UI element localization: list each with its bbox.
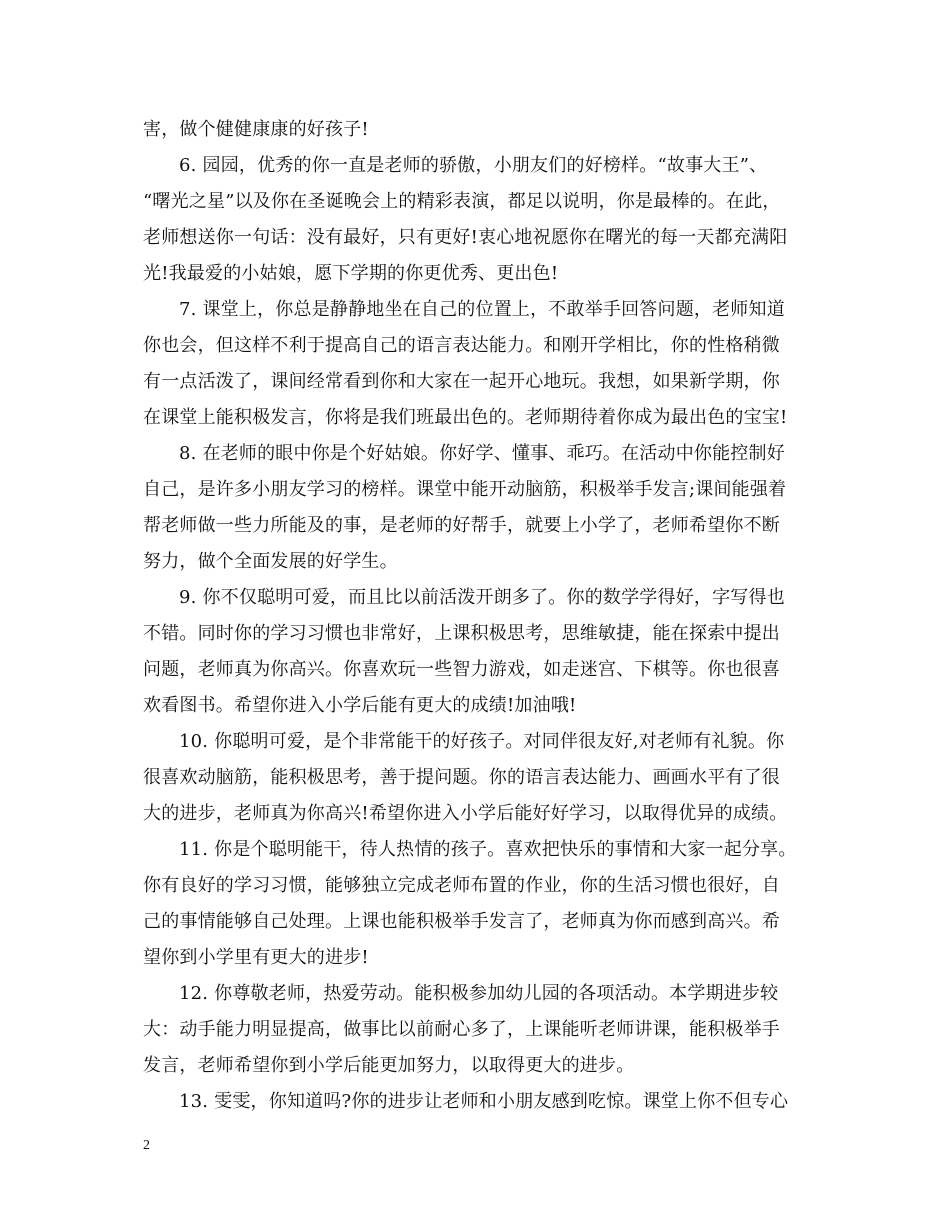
- paragraph-line: 自己，是许多小朋友学习的榜样。课堂中能开动脑筋，积极举手发言;课间能强着: [143, 479, 787, 500]
- paragraph-first-line: 11. 你是个聪明能干，待人热情的孩子。喜欢把快乐的事情和大家一起分享。: [179, 839, 797, 860]
- paragraph-line: 害，做个健健康康的好孩子!: [143, 119, 369, 140]
- paragraph-line: 己的事情能够自己处理。上课也能积极举手发言了，老师真为你而感到高兴。希: [143, 911, 780, 932]
- paragraph-line: 努力，做个全面发展的好学生。: [143, 551, 398, 572]
- paragraph-first-line: 12. 你尊敬老师，热爱劳动。能积极参加幼儿园的各项活动。本学期进步较: [179, 983, 779, 1004]
- paragraph-line: 大的进步，老师真为你高兴!希望你进入小学后能好好学习，以取得优异的成绩。: [143, 803, 788, 824]
- paragraph-line: 欢看图书。希望你进入小学后能有更大的成绩!加油哦!: [143, 695, 577, 716]
- paragraph-line: 帮老师做一些力所能及的事，是老师的好帮手，就要上小学了，老师希望你不断: [143, 515, 780, 536]
- document-body: [143, 112, 823, 1120]
- paragraph-line: 问题，老师真为你高兴。你喜欢玩一些智力游戏，如走迷宫、下棋等。你也很喜: [143, 659, 780, 680]
- paragraph-line: 不错。同时你的学习习惯也非常好，上课积极思考，思维敏捷，能在探索中提出: [143, 623, 780, 644]
- paragraph-line: 老师想送你一句话：没有最好，只有更好!衷心地祝愿你在曙光的每一天都充满阳: [143, 227, 788, 248]
- paragraph-line: 光!我最爱的小姑娘，愿下学期的你更优秀、更出色!: [143, 263, 559, 284]
- paragraph-first-line: 7. 课堂上，你总是静静地坐在自己的位置上，不敢举手回答问题，老师知道: [179, 299, 785, 320]
- paragraph-line: 你有良好的学习习惯，能够独立完成老师布置的作业，你的生活习惯也很好，自: [143, 875, 780, 896]
- paragraph-first-line: 9. 你不仅聪明可爱，而且比以前活泼开朗多了。你的数学学得好，字写得也: [179, 587, 785, 608]
- paragraph-first-line: 13. 雯雯，你知道吗?你的进步让老师和小朋友感到吃惊。课堂上你不但专心: [179, 1091, 789, 1112]
- paragraph-line: 你也会，但这样不利于提高自己的语言表达能力。和刚开学相比，你的性格稍微: [143, 335, 780, 356]
- paragraph-line: 大：动手能力明显提高，做事比以前耐心多了，上课能听老师讲课，能积极举手: [143, 1019, 780, 1040]
- paragraph-first-line: 6. 园园，优秀的你一直是老师的骄傲，小朋友们的好榜样。“故事大王”、: [179, 155, 768, 176]
- paragraph-line: 望你到小学里有更大的进步!: [143, 947, 369, 968]
- page-number: 2: [143, 1138, 150, 1153]
- paragraph-line: 在课堂上能积极发言，你将是我们班最出色的。老师期待着你成为最出色的宝宝!: [143, 407, 788, 428]
- paragraph-line: 很喜欢动脑筋，能积极思考，善于提问题。你的语言表达能力、画画水平有了很: [143, 767, 780, 788]
- paragraph-line: 发言，老师希望你到小学后能更加努力，以取得更大的进步。: [143, 1055, 635, 1076]
- paragraph-line: “曙光之星”以及你在圣诞晚会上的精彩表演，都足以说明，你是最棒的。在此，: [143, 191, 781, 212]
- paragraph-line: 有一点活泼了，课间经常看到你和大家在一起开心地玩。我想，如果新学期，你: [143, 371, 780, 392]
- paragraph-first-line: 10. 你聪明可爱，是个非常能干的好孩子。对同伴很友好,对老师有礼貌。你: [179, 731, 785, 752]
- paragraph-first-line: 8. 在老师的眼中你是个好姑娘。你好学、懂事、乖巧。在活动中你能控制好: [179, 443, 785, 464]
